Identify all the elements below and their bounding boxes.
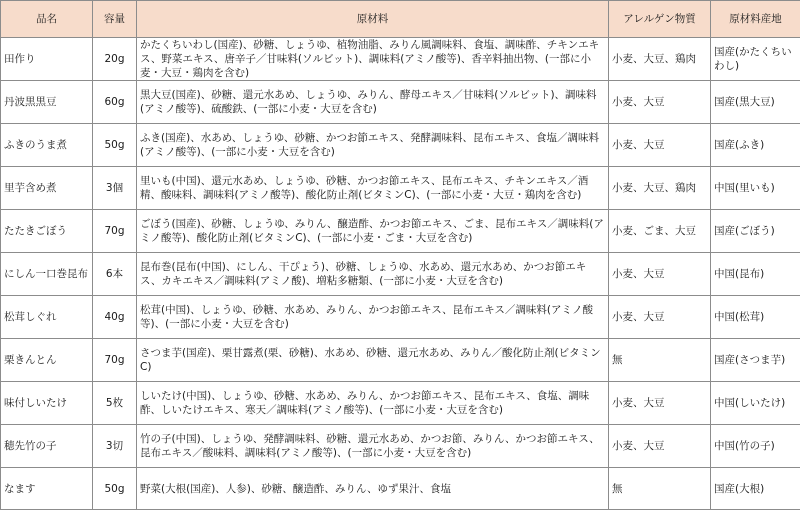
table-row	[1, 468, 800, 510]
table-row	[1, 167, 800, 210]
product-allergens: 小麦、大豆	[609, 124, 711, 167]
product-capacity: 70g	[93, 339, 137, 382]
table-row	[1, 296, 800, 339]
product-ingredients: しいたけ(中国)、しょうゆ、砂糖、水あめ、みりん、かつお節エキス、昆布エキス、食塩、調味酢、しいたけエキス、寒天／調味料(アミノ酸等)、(一部に小麦・大豆を含む)	[137, 382, 609, 425]
table-row	[1, 38, 800, 81]
product-name: 味付しいたけ	[1, 382, 93, 425]
table-row	[1, 124, 800, 167]
product-name: なます	[1, 468, 93, 510]
product-ingredients: ごぼう(国産)、砂糖、しょうゆ、みりん、醸造酢、かつお節エキス、ごま、昆布エキス／調味料(アミノ酸等)、酸化防止剤(ビタミンC)、(一部に小麦・ごま・大豆を含む)	[137, 210, 609, 253]
product-allergens: 小麦、大豆、鶏肉	[609, 38, 711, 81]
product-origin: 中国(しいたけ)	[711, 382, 800, 425]
header-capacity: 容量	[93, 1, 137, 38]
header-ingredients: 原材料	[137, 1, 609, 38]
table-row	[1, 339, 800, 382]
product-capacity: 60g	[93, 81, 137, 124]
product-name: ふきのうま煮	[1, 124, 93, 167]
product-origin: 国産(ふき)	[711, 124, 800, 167]
product-origin: 中国(里いも)	[711, 167, 800, 210]
product-allergens: 小麦、大豆	[609, 253, 711, 296]
table-row	[1, 253, 800, 296]
product-allergens: 小麦、大豆	[609, 382, 711, 425]
product-name: 穂先竹の子	[1, 425, 93, 468]
product-ingredients: かたくちいわし(国産)、砂糖、しょうゆ、植物油脂、みりん風調味料、食塩、調味酢、チキンエキス、野菜エキス、唐辛子／甘味料(ソルビット)、調味料(アミノ酸等)、香辛料抽出物、(一部に小麦・大豆・鶏肉を含む)	[137, 38, 609, 81]
product-ingredients: 里いも(中国)、還元水あめ、しょうゆ、砂糖、かつお節エキス、昆布エキス、チキンエキス／酒精、酸味料、調味料(アミノ酸等)、酸化防止剤(ビタミンC)、(一部に小麦・大豆・鶏肉を含む)	[137, 167, 609, 210]
product-capacity: 40g	[93, 296, 137, 339]
product-allergens: 小麦、大豆	[609, 296, 711, 339]
product-name: たたきごぼう	[1, 210, 93, 253]
product-origin: 中国(竹の子)	[711, 425, 800, 468]
product-origin: 国産(黒大豆)	[711, 81, 800, 124]
product-name: 丹波黒黒豆	[1, 81, 93, 124]
table-row	[1, 210, 800, 253]
product-capacity: 3個	[93, 167, 137, 210]
product-capacity: 3切	[93, 425, 137, 468]
product-capacity: 70g	[93, 210, 137, 253]
product-origin: 中国(昆布)	[711, 253, 800, 296]
product-ingredients: 竹の子(中国)、しょうゆ、発酵調味料、砂糖、還元水あめ、かつお節、みりん、かつお節エキス、昆布エキス／酸味料、調味料(アミノ酸等)、(一部に小麦・大豆を含む)	[137, 425, 609, 468]
product-allergens: 小麦、ごま、大豆	[609, 210, 711, 253]
product-allergens: 小麦、大豆	[609, 425, 711, 468]
product-allergens: 無	[609, 339, 711, 382]
product-ingredients: 黒大豆(国産)、砂糖、還元水あめ、しょうゆ、みりん、酵母エキス／甘味料(ソルビット)、調味料(アミノ酸等)、硫酸鉄、(一部に小麦・大豆を含む)	[137, 81, 609, 124]
table-row	[1, 382, 800, 425]
product-origin: 中国(松茸)	[711, 296, 800, 339]
product-capacity: 5枚	[93, 382, 137, 425]
header-origin: 原材料産地	[711, 1, 800, 38]
product-name: 田作り	[1, 38, 93, 81]
product-capacity: 20g	[93, 38, 137, 81]
product-origin: 国産(ごぼう)	[711, 210, 800, 253]
product-name: にしん一口巻昆布	[1, 253, 93, 296]
product-ingredients: 野菜(大根(国産)、人参)、砂糖、醸造酢、みりん、ゆず果汁、食塩	[137, 468, 609, 510]
product-capacity: 50g	[93, 468, 137, 510]
product-ingredients: 昆布巻(昆布(中国)、にしん、干ぴょう)、砂糖、しょうゆ、水あめ、還元水あめ、かつお節エキス、カキエキス／調味料(アミノ酸)、増粘多糖類、(一部に小麦・大豆を含む)	[137, 253, 609, 296]
table-row	[1, 425, 800, 468]
product-allergens: 無	[609, 468, 711, 510]
product-origin: 国産(大根)	[711, 468, 800, 510]
product-ingredients: さつま芋(国産)、栗甘露煮(栗、砂糖)、水あめ、砂糖、還元水あめ、みりん／酸化防止剤(ビタミンC)	[137, 339, 609, 382]
product-name: 松茸しぐれ	[1, 296, 93, 339]
table-row	[1, 81, 800, 124]
header-name: 品名	[1, 1, 93, 38]
product-origin: 国産(さつま芋)	[711, 339, 800, 382]
product-capacity: 50g	[93, 124, 137, 167]
product-origin: 国産(かたくちいわし)	[711, 38, 800, 81]
product-ingredients: ふき(国産)、水あめ、しょうゆ、砂糖、かつお節エキス、発酵調味料、昆布エキス、食塩／調味料(アミノ酸等)、(一部に小麦・大豆を含む)	[137, 124, 609, 167]
table-header-row	[1, 1, 800, 38]
product-capacity: 6本	[93, 253, 137, 296]
product-name: 栗きんとん	[1, 339, 93, 382]
product-ingredients: 松茸(中国)、しょうゆ、砂糖、水あめ、みりん、かつお節エキス、昆布エキス／調味料(アミノ酸等)、(一部に小麦・大豆を含む)	[137, 296, 609, 339]
product-allergens: 小麦、大豆、鶏肉	[609, 167, 711, 210]
header-allergens: アレルゲン物質	[609, 1, 711, 38]
product-name: 里芋含め煮	[1, 167, 93, 210]
product-allergens: 小麦、大豆	[609, 81, 711, 124]
